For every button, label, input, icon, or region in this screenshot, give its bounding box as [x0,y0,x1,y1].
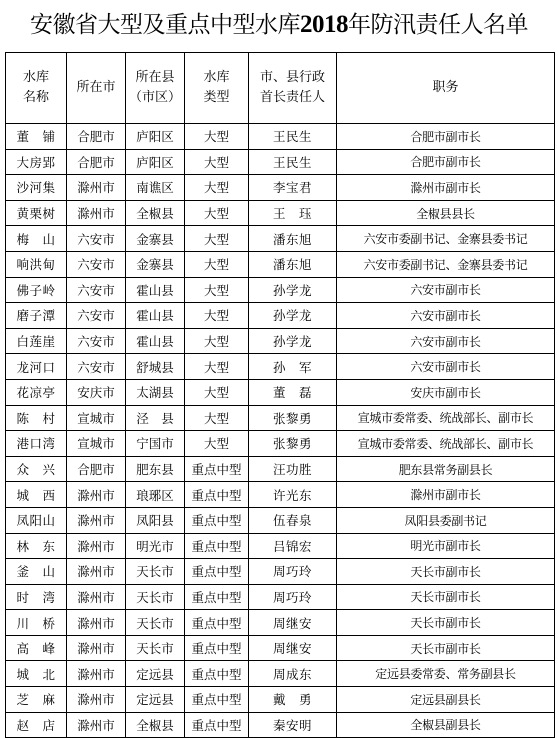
city-cell: 滁州市 [67,507,126,533]
county-cell: 天长市 [126,610,185,636]
city-cell: 六安市 [67,251,126,277]
city-cell: 滁州市 [67,175,126,201]
city-cell: 六安市 [67,354,126,380]
position-cell: 全椒县副县长 [337,712,555,738]
county-cell: 泾 县 [126,405,185,431]
city-cell: 六安市 [67,277,126,303]
table-row [6,712,555,738]
type-cell: 大型 [185,149,249,175]
table-row [6,149,555,175]
position-cell: 滁州市副市长 [337,482,555,508]
position-cell: 六安市副市长 [337,328,555,354]
responsible-person-cell: 张黎勇 [249,405,337,431]
table-row [6,533,555,559]
reservoir-name-cell: 董 铺 [6,124,67,150]
responsible-person-cell: 董 磊 [249,379,337,405]
type-cell: 重点中型 [185,687,249,713]
city-cell: 滁州市 [67,200,126,226]
city-cell: 六安市 [67,328,126,354]
city-cell: 宣城市 [67,405,126,431]
type-cell: 重点中型 [185,482,249,508]
responsible-person-cell: 潘东旭 [249,226,337,252]
reservoir-name-cell: 磨子潭 [6,303,67,329]
position-cell: 六安市副市长 [337,354,555,380]
table-row [6,175,555,201]
type-cell: 大型 [185,124,249,150]
position-cell: 宣城市委常委、统战部长、副市长 [337,431,555,457]
header-position: 职务 [337,53,555,124]
table-row [6,379,555,405]
header-responsible-person: 市、县行政 首长责任人 [249,53,337,124]
reservoir-name-cell: 赵 店 [6,712,67,738]
position-cell: 合肥市副市长 [337,124,555,150]
reservoir-name-cell: 黄栗树 [6,200,67,226]
table-row [6,482,555,508]
responsible-person-cell: 王 珏 [249,200,337,226]
city-cell: 宣城市 [67,431,126,457]
type-cell: 重点中型 [185,456,249,482]
county-cell: 全椒县 [126,712,185,738]
reservoir-name-cell: 城 西 [6,482,67,508]
reservoir-name-cell: 沙河集 [6,175,67,201]
type-cell: 重点中型 [185,661,249,687]
header-city: 所在市 [67,53,126,124]
county-cell: 宁国市 [126,431,185,457]
reservoir-name-cell: 白莲崖 [6,328,67,354]
county-cell: 金寨县 [126,226,185,252]
responsible-person-cell: 秦安明 [249,712,337,738]
type-cell: 大型 [185,354,249,380]
responsible-person-cell: 周继安 [249,610,337,636]
responsible-person-cell: 吕锦宏 [249,533,337,559]
county-cell: 金寨县 [126,251,185,277]
table-header-row [6,53,555,124]
type-cell: 大型 [185,328,249,354]
responsible-person-cell: 孙学龙 [249,328,337,354]
table-row [6,584,555,610]
city-cell: 六安市 [67,303,126,329]
type-cell: 重点中型 [185,584,249,610]
position-cell: 合肥市副市长 [337,149,555,175]
county-cell: 南谯区 [126,175,185,201]
position-cell: 明光市副市长 [337,533,555,559]
responsible-person-cell: 许光东 [249,482,337,508]
position-cell: 滁州市副市长 [337,175,555,201]
reservoir-name-cell: 城 北 [6,661,67,687]
reservoir-name-cell: 芝 麻 [6,687,67,713]
responsible-person-cell: 潘东旭 [249,251,337,277]
county-cell: 天长市 [126,559,185,585]
responsible-person-cell: 孙 军 [249,354,337,380]
county-cell: 天长市 [126,584,185,610]
type-cell: 重点中型 [185,610,249,636]
county-cell: 太湖县 [126,379,185,405]
type-cell: 重点中型 [185,635,249,661]
type-cell: 重点中型 [185,559,249,585]
reservoir-name-cell: 高 峰 [6,635,67,661]
header-reservoir-type: 水库 类型 [185,53,249,124]
county-cell: 全椒县 [126,200,185,226]
table-row [6,277,555,303]
table-row [6,661,555,687]
city-cell: 六安市 [67,226,126,252]
table-row [6,687,555,713]
table-row [6,251,555,277]
city-cell: 滁州市 [67,661,126,687]
title-suffix: 年防汛责任人名单 [348,12,528,38]
type-cell: 大型 [185,379,249,405]
reservoir-name-cell: 响洪甸 [6,251,67,277]
responsible-person-cell: 王民生 [249,149,337,175]
city-cell: 滁州市 [67,559,126,585]
title-year: 2018 [300,11,348,38]
responsible-person-cell: 王民生 [249,124,337,150]
city-cell: 滁州市 [67,584,126,610]
table-row [6,303,555,329]
position-cell: 六安市副市长 [337,277,555,303]
county-cell: 霍山县 [126,328,185,354]
reservoir-name-cell: 梅 山 [6,226,67,252]
position-cell: 六安市委副书记、金寨县委书记 [337,251,555,277]
reservoir-name-cell: 佛子岭 [6,277,67,303]
city-cell: 安庆市 [67,379,126,405]
position-cell: 天长市副市长 [337,635,555,661]
type-cell: 大型 [185,277,249,303]
responsible-person-cell: 孙学龙 [249,303,337,329]
reservoir-name-cell: 釜 山 [6,559,67,585]
reservoir-name-cell: 龙河口 [6,354,67,380]
position-cell: 天长市副市长 [337,610,555,636]
reservoir-name-cell: 川 桥 [6,610,67,636]
county-cell: 庐阳区 [126,124,185,150]
position-cell: 六安市副市长 [337,303,555,329]
position-cell: 六安市委副书记、金寨县委书记 [337,226,555,252]
position-cell: 天长市副市长 [337,584,555,610]
city-cell: 合肥市 [67,456,126,482]
responsible-person-cell: 周巧玲 [249,559,337,585]
reservoir-name-cell: 众 兴 [6,456,67,482]
position-cell: 定远县委常委、常务副县长 [337,661,555,687]
type-cell: 大型 [185,200,249,226]
table-row [6,328,555,354]
table-row [6,635,555,661]
table-body [6,124,555,738]
city-cell: 合肥市 [67,149,126,175]
type-cell: 大型 [185,251,249,277]
title-prefix: 安徽省大型及重点中型水库 [30,12,300,38]
position-cell: 定远县副县长 [337,687,555,713]
header-reservoir-name: 水库 名称 [6,53,67,124]
table-row [6,456,555,482]
table-row [6,124,555,150]
position-cell: 天长市副市长 [337,559,555,585]
county-cell: 天长市 [126,635,185,661]
city-cell: 滁州市 [67,687,126,713]
city-cell: 滁州市 [67,610,126,636]
county-cell: 霍山县 [126,277,185,303]
county-cell: 肥东县 [126,456,185,482]
city-cell: 滁州市 [67,533,126,559]
county-cell: 庐阳区 [126,149,185,175]
county-cell: 定远县 [126,661,185,687]
responsible-person-cell: 李宝君 [249,175,337,201]
responsible-person-cell: 伍春泉 [249,507,337,533]
responsible-person-cell: 周成东 [249,661,337,687]
type-cell: 重点中型 [185,533,249,559]
type-cell: 大型 [185,303,249,329]
reservoir-name-cell: 港口湾 [6,431,67,457]
table-row [6,200,555,226]
responsible-person-cell: 孙学龙 [249,277,337,303]
type-cell: 重点中型 [185,712,249,738]
table-row [6,431,555,457]
table-row [6,610,555,636]
type-cell: 大型 [185,431,249,457]
reservoir-name-cell: 大房郢 [6,149,67,175]
table-row [6,405,555,431]
reservoir-name-cell: 时 湾 [6,584,67,610]
table-row [6,354,555,380]
type-cell: 重点中型 [185,507,249,533]
responsible-person-cell: 汪功胜 [249,456,337,482]
table-row [6,507,555,533]
county-cell: 定远县 [126,687,185,713]
header-county: 所在县 （市区） [126,53,185,124]
position-cell: 肥东县常务副县长 [337,456,555,482]
county-cell: 琅琊区 [126,482,185,508]
position-cell: 全椒县县长 [337,200,555,226]
reservoir-name-cell: 凤阳山 [6,507,67,533]
position-cell: 凤阳县委副书记 [337,507,555,533]
reservoir-name-cell: 陈 村 [6,405,67,431]
county-cell: 霍山县 [126,303,185,329]
city-cell: 滁州市 [67,635,126,661]
position-cell: 安庆市副市长 [337,379,555,405]
county-cell: 明光市 [126,533,185,559]
responsible-person-cell: 周巧玲 [249,584,337,610]
responsible-person-cell: 张黎勇 [249,431,337,457]
type-cell: 大型 [185,226,249,252]
reservoir-name-cell: 林 东 [6,533,67,559]
responsible-person-cell: 戴 勇 [249,687,337,713]
city-cell: 滁州市 [67,482,126,508]
county-cell: 舒城县 [126,354,185,380]
city-cell: 滁州市 [67,712,126,738]
position-cell: 宣城市委常委、统战部长、副市长 [337,405,555,431]
page-title [0,0,558,50]
city-cell: 合肥市 [67,124,126,150]
table-row [6,559,555,585]
responsible-person-cell: 周继安 [249,635,337,661]
type-cell: 大型 [185,175,249,201]
responsibility-table [5,52,555,738]
type-cell: 大型 [185,405,249,431]
county-cell: 凤阳县 [126,507,185,533]
table-row [6,226,555,252]
reservoir-name-cell: 花凉亭 [6,379,67,405]
